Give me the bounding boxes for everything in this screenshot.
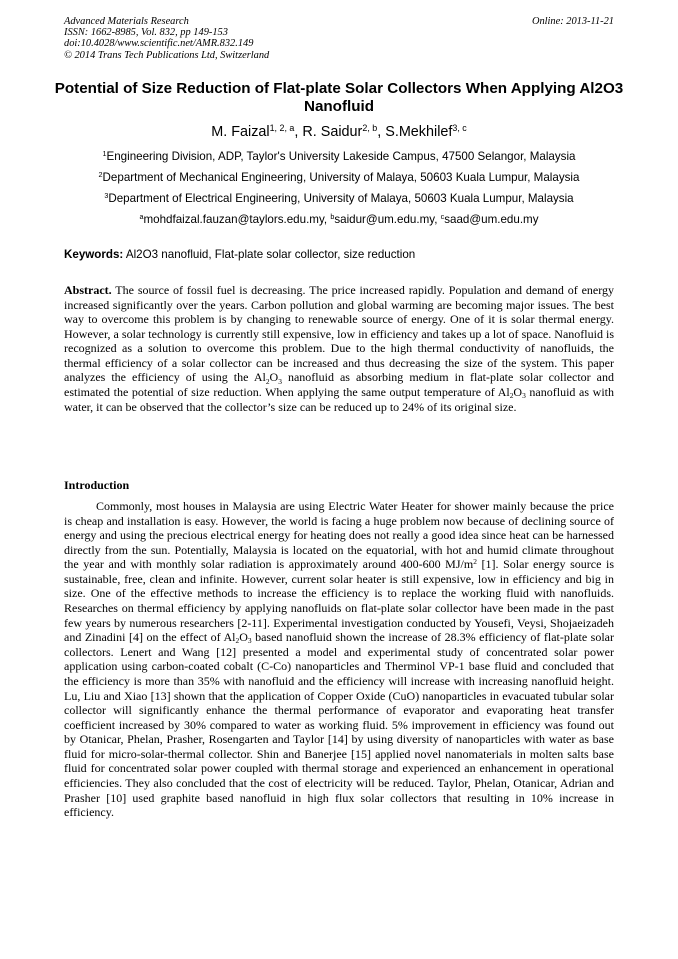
affiliation xyxy=(40,192,638,206)
affiliation-superscript: 2 xyxy=(98,170,103,180)
author-superscript: 3, c xyxy=(452,123,467,134)
abstract-text: nanofluid as with water, it can be observed that the collector’s size can be reduced up to 24% of its original size. xyxy=(64,385,614,414)
author-name: R. Saidur xyxy=(302,124,363,140)
abstract-text: nanofluid as absorbing medium in flat-plate solar collector and estimated the potential of size reduction. When applying the same output temperature of Al xyxy=(64,370,614,400)
journal-copyright: © 2014 Trans Tech Publications Ltd, Switzerland xyxy=(64,49,270,61)
chem-letter: O xyxy=(513,385,523,400)
subscript: 2 xyxy=(265,376,270,386)
superscript: 2 xyxy=(473,557,477,567)
intro-text: [1]. Solar energy source is sustainable, free, clean and infinite. However, current solar heater is still expensive, low in efficiency and big in size. One of the effective methods to increase the efficiency is to replace the working fluid with nanofluids. Researches on thermal efficiency by applying nanofluids on flat-plate solar collector have been made in the past few years by numerous researchers [2-11]. Experimental investigation conducted by Yousefi, Veysi, Shojaeizadeh and Zinadini [4] on the effect of Al xyxy=(64,557,615,645)
affiliation xyxy=(40,150,638,164)
abstract xyxy=(64,283,614,414)
keywords xyxy=(64,248,614,262)
abstract-text: The source of fossil fuel is decreasing. The price increased rapidly. Population and demand of energy increased significantly over the years. Carbon pollution and global warming are becoming major issues. The best way to overcome this problem is by changing to renewable source of energy. One of it is solar thermal energy. However, a solar technology is currently still expensive, low in efficiency and takes up a lot of space. Nanofluid is recognized as a solution to overcome this problem. Due to the high thermal conductivity of nanofluids, the thermal efficiency of a solar collector can be increased and thus decreasing the size of the system. This paper analyzes the efficiency of using the Al xyxy=(64,283,614,385)
introduction-body xyxy=(64,499,614,820)
paper-title: Potential of Size Reduction of Flat-plate Solar Collectors When Applying Al2O3 Nanofluid xyxy=(54,80,624,115)
subscript: 3 xyxy=(247,636,252,646)
journal-meta xyxy=(64,16,269,61)
email-superscript: c xyxy=(440,212,445,222)
author-superscript: 1, 2, a xyxy=(269,123,295,134)
email-list xyxy=(40,213,638,227)
abstract-label: Abstract. xyxy=(64,283,112,297)
chem-letter: O xyxy=(269,370,279,385)
author-superscript: 2, b xyxy=(362,123,378,134)
email-link[interactable]: saad@um.edu.my xyxy=(444,213,539,226)
email-link[interactable]: mohdfaizal.fauzan@taylors.edu.my xyxy=(143,213,324,226)
keywords-label: Keywords: xyxy=(64,248,124,261)
subscript: 3 xyxy=(522,391,526,401)
author-name: S.Mekhilef xyxy=(385,124,453,140)
author-name: M. Faizal xyxy=(211,124,270,140)
affiliation-text: Department of Electrical Engineering, University of Malaya, 50603 Kuala Lumpur, Malaysia xyxy=(108,192,574,205)
subscript: 2 xyxy=(509,391,514,401)
journal-name: Advanced Materials Research xyxy=(64,16,189,27)
subscript: 2 xyxy=(235,636,240,646)
online-date: Online: 2013-11-21 xyxy=(531,16,614,27)
affiliation-superscript: 1 xyxy=(102,149,107,159)
affiliation-text: Engineering Division, ADP, Taylor's University Lakeside Campus, 47500 Selangor, Malaysia xyxy=(106,150,576,163)
chem-letter: O xyxy=(239,630,248,645)
author-list: M. Faizal$^{1, 2, a}$, R. Saidur$^{2, b}$, S.Mekhilef$^{3, c}$ xyxy=(211,123,467,140)
email-link[interactable]: saidur@um.edu.my xyxy=(334,213,435,226)
email-superscript: a xyxy=(139,212,144,222)
intro-text: based nanofluid shown the increase of 28.3% efficiency of flat-plate solar collectors. Lenert and Wang [12] presented a model and experimental study of concentrated solar power application using carbon-coated cobalt (C-Co) nanoparticles and Therminol VP-1 base fluid and concluded that the efficiency is more than 35% with nanofluid and the efficiency will increase with increasing nanofluid height. Lu, Liu and Xiao [13] shown that the application of Copper Oxide (CuO) nanoparticles in evacuated tubular solar collector will significantly enhance the thermal performance of evaporator and evaporating heat transfer coefficient increased by 30% compared to water as working fluid. 5% improvement in efficiency was found out by Otanicar, Phelan, Prasher, Rosengarten and Taylor [14] by using diversity of nanoparticles with water as base fluid for micro-solar-thermal collector. Shin and Banerjee [15] applied novel nanomaterials in molten salts base fluid for concentrated solar power coupled with thermal storage and experienced an enhancement in operational efficiencies. They also concluded that the cost of electricity will be reduced. Taylor, Phelan, Otanicar, Adrian and Prasher [10] used graphite based nanofluid in high flux solar collectors that resulting in 10% increase in efficiency. xyxy=(64,630,614,820)
subscript: 3 xyxy=(278,376,282,386)
affiliation-text: Department of Mechanical Engineering, University of Malaya, 50603 Kuala Lumpur, Malaysia xyxy=(102,171,580,184)
keywords-text: Al2O3 nanofluid, Flat-plate solar collector, size reduction xyxy=(123,248,416,261)
affiliation-superscript: 3 xyxy=(104,191,109,201)
email-superscript: b xyxy=(330,212,335,222)
email-separator: , xyxy=(323,213,331,226)
section-heading-introduction: Introduction xyxy=(64,478,130,492)
affiliation xyxy=(40,171,638,185)
journal-issn: ISSN: 1662-8985, Vol. 832, pp 149-153 xyxy=(64,27,228,39)
intro-text: Commonly, most houses in Malaysia are using Electric Water Heater for shower mainly because the price is cheap and installation is easy. However, the world is facing a huge problem now because of declining source of energy and using the precious electrical energy for heating does not really a good idea since heat can be harnessed directly from the sun. Potentially, Malaysia is located on the equatorial, with hot and humid climate throughout the year and with monthly solar radiation is approximately around 400-600 MJ/m xyxy=(64,499,614,572)
journal-doi[interactable]: doi:10.4028/www.scientific.net/AMR.832.149 xyxy=(64,38,254,50)
email-separator: , xyxy=(434,213,441,226)
